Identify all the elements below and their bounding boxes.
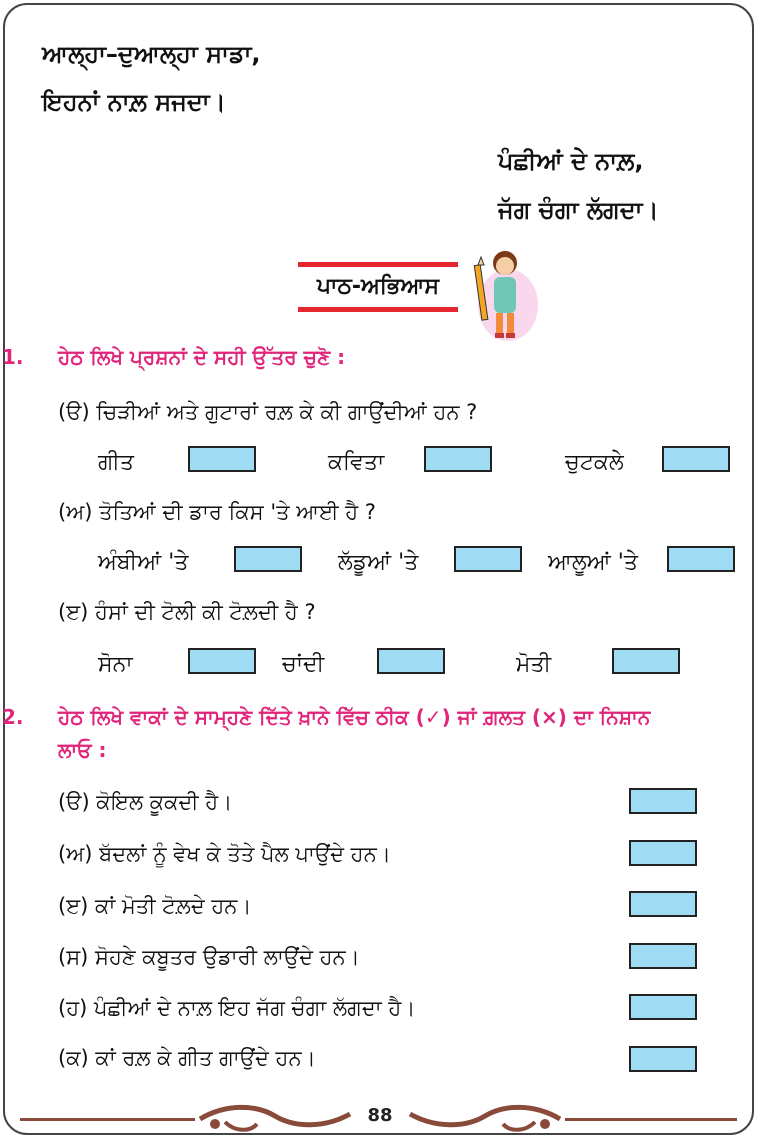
q2e-statement: (ਹ) ਪੰਛੀਆਂ ਦੇ ਨਾਲ਼ ਇਹ ਜੱਗ ਚੰਗਾ ਲੱਗਦਾ ਹੈ। <box>58 996 416 1020</box>
q2d-answer-box[interactable] <box>629 943 697 969</box>
q1a-answer-box-1[interactable] <box>188 446 256 472</box>
q2a-answer-box[interactable] <box>629 788 697 814</box>
page-number: 88 <box>367 1105 393 1126</box>
q1c-answer-box-2[interactable] <box>377 648 445 674</box>
q2b-statement: (ਅ) ਬੱਦਲਾਂ ਨੂੰ ਵੇਖ ਕੇ ਤੋਤੇ ਪੈਲ ਪਾਉਂਦੇ ਹਨ। <box>58 842 391 866</box>
footer-rule-right <box>565 1118 737 1121</box>
poem-line-2: ਇਹਨਾਂ ਨਾਲ਼ ਸਜਦਾ। <box>42 88 226 116</box>
section-header <box>298 262 458 312</box>
q1b-question: (ਅ) ਤੋਤਿਆਂ ਦੀ ਡਾਰ ਕਿਸ 'ਤੇ ਆਈ ਹੈ ? <box>58 500 376 524</box>
q1c-option-1: ਸੋਨਾ <box>98 652 133 677</box>
q1b-option-3: ਆਲੂਆਂ 'ਤੇ <box>548 550 638 575</box>
q1a-option-3: ਚੁਟਕਲੇ <box>565 450 624 475</box>
q1b-option-1: ਅੰਬੀਆਂ 'ਤੇ <box>98 550 189 575</box>
q1c-option-2: ਚਾਂਦੀ <box>282 652 325 677</box>
q2e-answer-box[interactable] <box>629 994 697 1020</box>
q1-number: 1. <box>2 345 24 369</box>
q2f-answer-box[interactable] <box>629 1046 697 1072</box>
q2f-statement: (ਕ) ਕਾਂ ਰਲ਼ ਕੇ ਗੀਤ ਗਾਉਂਦੇ ਹਨ। <box>58 1046 316 1070</box>
ornament-right-icon <box>405 1104 565 1134</box>
q1-text: ਹੇਠ ਲਿਖੇ ਪ੍ਰਸ਼ਨਾਂ ਦੇ ਸਹੀ ਉੱਤਰ ਚੁਣੋ : <box>58 345 346 369</box>
q1b-answer-box-2[interactable] <box>454 546 522 572</box>
q2c-statement: (ੲ) ਕਾਂ ਮੋਤੀ ਟੋਲ਼ਦੇ ਹਨ। <box>58 894 252 918</box>
q1c-answer-box-1[interactable] <box>188 648 256 674</box>
header-rule-bottom <box>298 307 458 312</box>
q1c-answer-box-3[interactable] <box>612 648 680 674</box>
q1a-answer-box-3[interactable] <box>662 446 730 472</box>
q2a-statement: (ੳ) ਕੋਇਲ ਕੂਕਦੀ ਹੈ। <box>58 790 233 814</box>
q1a-answer-box-2[interactable] <box>424 446 492 472</box>
ornament-left-icon <box>195 1104 355 1134</box>
q1a-option-2: ਕਵਿਤਾ <box>328 450 385 475</box>
poem-line-3: ਪੰਛੀਆਂ ਦੇ ਨਾਲ਼, <box>498 147 644 175</box>
footer-rule-left <box>20 1118 195 1121</box>
q1a-question: (ੳ) ਚਿੜੀਆਂ ਅਤੇ ਗੁਟਾਰਾਂ ਰਲ਼ ਕੇ ਕੀ ਗਾਉਂਦੀਆਂ ਹਨ ? <box>58 400 478 424</box>
q1b-answer-box-3[interactable] <box>667 546 735 572</box>
header-rule-top <box>298 262 458 267</box>
q1a-option-1: ਗੀਤ <box>98 450 135 475</box>
girl-with-pencil-illustration <box>470 245 540 345</box>
q2d-statement: (ਸ) ਸੋਹਣੇ ਕਬੂਤਰ ਉਡਾਰੀ ਲਾਉਂਦੇ ਹਨ। <box>58 945 360 969</box>
q2-text-line-1: ਹੇਠ ਲਿਖੇ ਵਾਕਾਂ ਦੇ ਸਾਮ੍ਹਣੇ ਦਿੱਤੇ ਖ਼ਾਨੇ ਵਿੱਚ ਠੀਕ (✓) ਜਾਂ ਗ਼ਲਤ (×) ਦਾ ਨਿਸ਼ਾਨ <box>58 705 651 729</box>
q1c-option-3: ਮੋਤੀ <box>516 652 552 677</box>
q2-number: 2. <box>2 705 24 729</box>
q2b-answer-box[interactable] <box>629 840 697 866</box>
poem-line-4: ਜੱਗ ਚੰਗਾ ਲੱਗਦਾ। <box>498 196 659 224</box>
q1c-question: (ੲ) ਹੰਸਾਂ ਦੀ ਟੋਲੀ ਕੀ ਟੋਲ਼ਦੀ ਹੈ ? <box>58 600 316 624</box>
q1b-answer-box-1[interactable] <box>234 546 302 572</box>
q2-text-line-2: ਲਾਓ : <box>58 738 107 762</box>
section-title: ਪਾਠ-ਅਭਿਆਸ <box>316 274 440 299</box>
footer <box>0 1100 757 1140</box>
q2c-answer-box[interactable] <box>629 891 697 917</box>
poem-line-1: ਆਲ੍ਹਾ–ਦੁਆਲ੍ਹਾ ਸਾਡਾ, <box>42 40 261 68</box>
q1b-option-2: ਲੱਡੂਆਂ 'ਤੇ <box>338 550 419 575</box>
